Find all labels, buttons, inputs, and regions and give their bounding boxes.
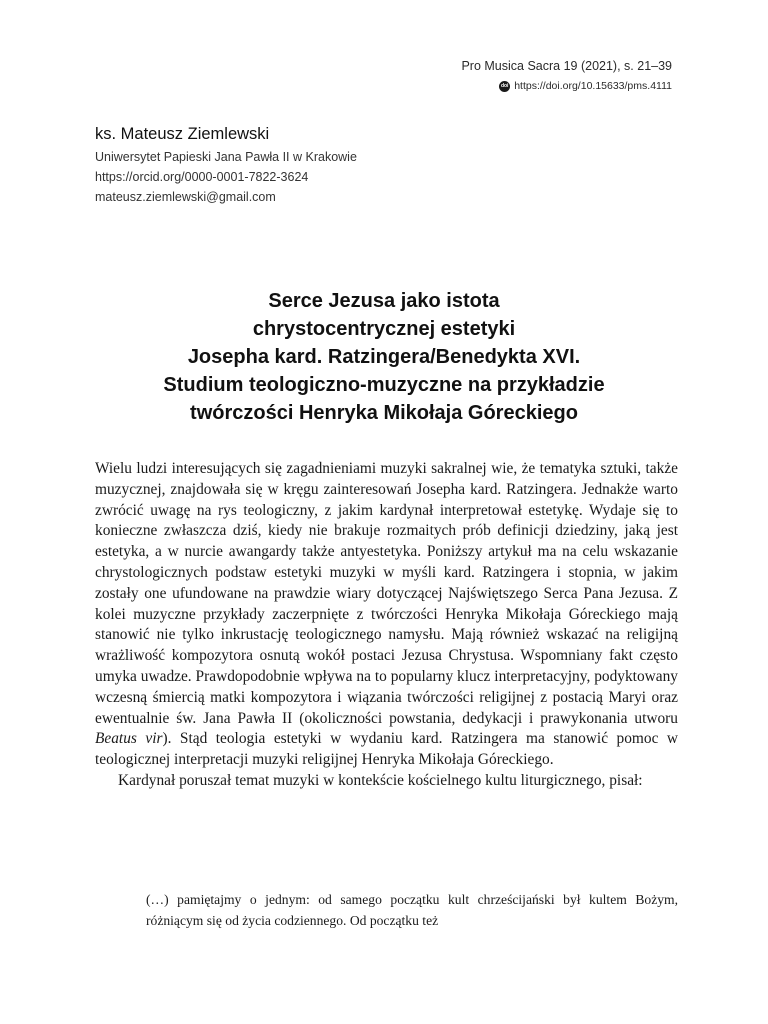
title-line: twórczości Henryka Mikołaja Góreckiego	[190, 402, 578, 424]
author-affiliation: Uniwersytet Papieski Jana Pawła II w Krakowie	[95, 150, 357, 164]
title-line: Studium teologiczno-muzyczne na przykładzie	[163, 374, 605, 396]
body-text-segment: ). Stąd teologia estetyki w wydaniu kard. Ratzingera ma stanowić pomoc w teologicznej interpretacji muzyki religijnej Henryka Mikołaja Góreckiego.	[95, 730, 678, 769]
doi-link[interactable]: https://doi.org/10.15633/pms.4111	[514, 80, 672, 92]
author-name: ks. Mateusz Ziemlewski	[95, 125, 270, 143]
article-header	[461, 58, 672, 93]
body-paragraph	[95, 459, 678, 771]
article-title	[0, 287, 768, 427]
doi-icon: doi	[499, 81, 510, 92]
work-title: Beatus vir	[95, 730, 163, 748]
author-orcid-link[interactable]: https://orcid.org/0000-0001-7822-3624	[95, 170, 309, 184]
title-line: chrystocentrycznej estetyki	[252, 318, 516, 340]
body-paragraph: Kardynał poruszał temat muzyki w kontekście kościelnego kultu liturgicznego, pisał:	[118, 771, 643, 789]
title-line: Serce Jezusa jako istota	[268, 290, 500, 312]
block-quote	[146, 889, 678, 931]
quote-text: (…) pamiętajmy o jednym: od samego początku kult chrześcijański był kultem Bożym, różniącym się od życia codziennego. Od początku też	[146, 892, 678, 928]
body-text-segment: Wielu ludzi interesujących się zagadnieniami muzyki sakralnej wie, że tematyka sztuki, także muzycznej, znajdowała się w kręgu zainteresowań Josepha kard. Ratzingera. Jednakże warto zwrócić uwagę na rys teologiczny, z jakim kardynał interpretował estetykę. Wydaje się to konieczne zwłaszcza dziś, kiedy nie brakuje rozmaitych prób definicji dziedziny, jaką jest estetyka, a w nurcie awangardy także antyestetyka. Poniższy artykuł ma na celu wskazanie chrystologicznych podstaw estetyki muzyki w myśli kard. Ratzingera i stopnia, w jakim zostały one ufundowane na prawdzie wiary dotyczącej Najświętszego Serca Pana Jezusa. Z kolei muzyczne przykłady zaczerpnięte z twórczości Henryka Mikołaja Góreckiego mają stanowić nie tylko inkrustację teologicznego namysłu. Mają również wskazać na religijną wrażliwość kompozytora osnutą wokół postaci Jezusa Chrystusa. Wspomniany fakt często umyka uwadze. Prawdopodobnie wpływa na to popularny klucz interpretacyjny, podyktowany wczesną śmiercią matki kompozytora i wiązania twórczości religijnej z postacią Maryi oraz ewentualnie św. Jana Pawła II (okoliczności powstania, dedykacji i prawykonania utworu	[95, 460, 678, 727]
doi-line	[461, 79, 672, 93]
title-line: Josepha kard. Ratzingera/Benedykta XVI.	[187, 346, 581, 368]
author-email-link[interactable]: mateusz.ziemlewski@gmail.com	[95, 190, 276, 204]
journal-citation: Pro Musica Sacra 19 (2021), s. 21–39	[461, 59, 672, 73]
article-body	[95, 459, 678, 792]
author-block	[95, 124, 357, 207]
